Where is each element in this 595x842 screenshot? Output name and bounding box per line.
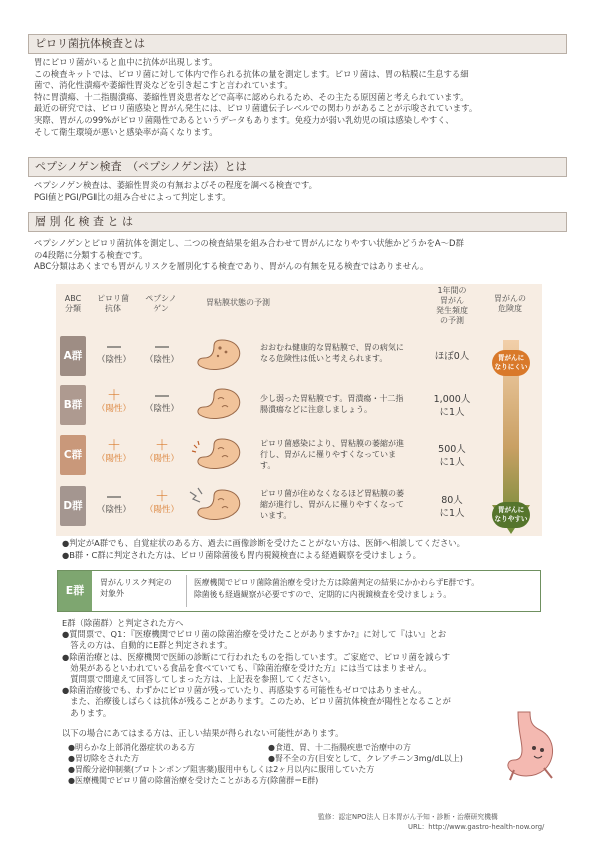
text-line: 胃にピロリ菌がいると血中に抗体が出現します。 (34, 57, 218, 67)
exclusion-list-right (268, 742, 463, 764)
stomach-mascot-illustration (500, 708, 562, 788)
header-state: 胃粘膜状態の予測 (206, 298, 270, 307)
text-line: 特に胃潰瘍、十二指腸潰瘍、萎縮性胃炎患者などで高率に認められるため、その主たる原因菌と考えられています。 (34, 91, 469, 102)
table-row-a (56, 336, 542, 376)
pepsinogen-result-a (140, 336, 184, 376)
abc-classification-table (56, 284, 542, 536)
e-group-label: 胃がんリスク判定の 対象外 (100, 578, 172, 598)
header-frequency: 1年間の 胃がん 発生頻度 の予測 (436, 286, 468, 325)
state-description-d: ピロリ菌が住めなくなるほど胃粘膜の萎縮が進行し、胃がんに罹りやすくなっています。 (260, 489, 404, 520)
result-label: （陰性） (96, 505, 131, 515)
result-label: （陽性） (96, 404, 131, 414)
list-item: ●食道、胃、十二指腸疾患で治療中の方 (268, 743, 411, 752)
result-label: （陰性） (144, 355, 179, 365)
footer-supervisor: 監修：認定NPO法人 日本胃がん予知・診断・治療研究機構 (318, 813, 498, 821)
result-label: （陽性） (144, 505, 179, 515)
section-header-pepsinogen (28, 157, 567, 177)
pepsinogen-result-d (140, 486, 184, 526)
text-line: ●除菌治療後でも、わずかにピロリ菌が残っていたり、再感染する可能性もゼロではありません。 (62, 685, 427, 696)
list-item: ●腎不全の方(目安として、クレアチニン3mg/dL以上) (268, 754, 463, 763)
list-item: ●医療機関でピロリ菌の除菌治療を受けたことがある方(除菌群＝E群) (68, 776, 319, 785)
section-header-pylori (28, 34, 567, 54)
footer-url[interactable]: URL：http://www.gastro-health-now.org/ (408, 823, 545, 831)
list-item: ●明らかな上部消化器症状のある方 (68, 743, 195, 752)
text-line: ●除菌治療とは、医療機関で医師の診断にて行われたものを指しています。ご家庭で、ピロリ菌を減らす (62, 651, 451, 662)
frequency-c: 500人 に1人 (438, 444, 466, 468)
text-line: ペプシノゲン検査は、萎縮性胃炎の有無およびその程度を調べる検査です。 (34, 180, 317, 190)
e-group-text: 医療機関でピロリ菌除菌治療を受けた方は除菌判定の結果にかかわらずE群です。 除菌後も経過観察が必要ですので、定期的に内視鏡検査を受けましょう。 (194, 578, 479, 599)
list-item: ●胃切除をされた方 (68, 754, 139, 763)
text-line: 最近の研究では、ピロリ菌感染と胃がん発生には、ピロリ菌遺伝子レベルでの関わりがあることが示唆されています。 (34, 103, 478, 114)
stomach-illustration-c (184, 435, 254, 475)
text-line: ●質問票で、Q1：『医療機関でピロリ菌の除菌治療を受けたことがありますか?』に対して『はい』とお (62, 629, 447, 640)
frequency-a: ほぼ0人 (434, 351, 470, 362)
result-symbol: ＋ (107, 438, 121, 454)
text-line: あります。 (62, 707, 112, 718)
group-badge-b: B群 (60, 385, 86, 425)
state-description-c: ピロリ菌感染により、胃粘膜の萎縮が進行し、胃がんに罹りやすくなっています。 (260, 439, 404, 470)
frequency-b: 1,000人 に1人 (433, 394, 471, 418)
risk-high-badge: 胃がんに なりやすい (492, 502, 530, 528)
pepsinogen-result-c (140, 435, 184, 475)
text-line: 実際、胃がんの99%がピロリ菌陽性であるというデータもあります。免疫力が弱い乳幼児の頃は感染しやすく、 (34, 114, 454, 125)
stomach-illustration-b (184, 385, 254, 425)
result-symbol: ＋ (107, 388, 121, 404)
header-pepsinogen: ペプシノ ゲン (145, 294, 177, 313)
pepsinogen-result-b (140, 385, 184, 425)
result-symbol: ― (107, 339, 121, 355)
exclusion-intro: 以下の場合にあてはまる方は、正しい結果が得られない可能性があります。 (62, 728, 344, 738)
header-pylori: ピロリ菌 抗体 (97, 294, 129, 313)
list-item: ●胃酸分泌抑制薬(プロトンポンプ阻害薬)服用中もしくは2ヶ月以内に服用していた方 (68, 765, 375, 774)
result-label: （陰性） (96, 355, 131, 365)
section-title: 層 別 化 検 査 と は (35, 215, 133, 228)
frequency-d: 80人 に1人 (439, 495, 465, 519)
header-risk: 胃がんの 危険度 (494, 294, 526, 313)
result-symbol: ― (107, 489, 121, 505)
result-label: （陽性） (96, 454, 131, 464)
result-symbol: ― (155, 388, 169, 404)
result-symbol: ＋ (155, 489, 169, 505)
group-badge-c: C群 (60, 435, 86, 475)
stratification-description (34, 238, 564, 273)
result-symbol: ＋ (155, 438, 169, 454)
text-line: また、治療後しばらくは抗体が残ることがあります。このため、ピロリ菌抗体検査が陽性となることが (62, 696, 451, 707)
table-row-d (56, 486, 542, 526)
section-title: ペプシノゲン検査 （ペプシノゲン法）とは (35, 160, 247, 173)
table-row-c (56, 435, 542, 475)
text-line: の4段階に分類する検査です。 (34, 249, 148, 260)
state-description-a: おおむね健康的な胃粘膜で、胃の病気になる危険性は低いと考えられます。 (260, 343, 404, 363)
text-line: この検査キットでは、ピロリ菌に対して体内で作られる抗体の量を測定します。ピロリ菌は、胃の粘膜に生息する細 (34, 68, 469, 79)
pylori-description (34, 57, 564, 138)
pylori-result-d (92, 486, 136, 526)
result-label: （陽性） (144, 454, 179, 464)
result-symbol: ― (155, 339, 169, 355)
note-bc-group: ●B群・C群に判定された方は、ピロリ菌除菌後も胃内視鏡検査による経過観察を受けましょう。 (62, 550, 421, 560)
text-line: 効果があるといわれている食品を食べていても、『除菌治療を受けた方』には当てはまりません。 (62, 662, 432, 673)
stomach-illustration-a (184, 336, 254, 376)
section-title: ピロリ菌抗体検査とは (35, 37, 145, 50)
note-a-group: ●判定がA群でも、自覚症状のある方、過去に画像診断を受けたことがない方は、医師へ相談してください。 (62, 538, 465, 548)
section-header-stratification (28, 212, 567, 232)
pepsinogen-description (34, 180, 564, 203)
text-line: そして衛生環境が悪いと感染率が高くなります。 (34, 126, 218, 137)
pylori-result-b (92, 385, 136, 425)
table-row-b (56, 385, 542, 425)
e-group-badge: E群 (58, 571, 92, 611)
e-group-guidance (62, 618, 451, 719)
pylori-result-a (92, 336, 136, 376)
text-line: 答えの方は、自動的にE群と判定されます。 (62, 640, 233, 651)
text-line: E群（除菌群）と判定された方へ (62, 618, 184, 628)
result-label: （陰性） (144, 404, 179, 414)
group-badge-d: D群 (60, 486, 86, 526)
e-group-box (57, 570, 541, 612)
risk-low-badge: 胃がんに なりにくい (492, 350, 530, 376)
divider (186, 575, 187, 607)
state-description-b: 少し弱った胃粘膜です。胃潰瘍・十二指腸潰瘍などに注意しましょう。 (260, 394, 404, 414)
text-line: 菌で、消化性潰瘍や萎縮性胃炎などを引き起こすと言われています。 (34, 80, 293, 91)
header-abc: ABC 分類 (64, 294, 82, 313)
pylori-result-c (92, 435, 136, 475)
text-line: PGⅠ値とPGⅠ/PGⅡ比の組み合せによって判定します。 (34, 191, 231, 202)
stomach-illustration-d (184, 486, 254, 526)
group-badge-a: A群 (60, 336, 86, 376)
text-line: ペプシノゲンとピロリ菌抗体を測定し、二つの検査結果を組み合わせて胃がんになりやすい状態かどうかをA～D群 (34, 238, 464, 248)
text-line: 質問票で間違えて回答してしまった方は、上記表を参照してください。 (62, 674, 336, 685)
text-line: ABC分類はあくまでも胃がんリスクを層別化する検査であり、胃がんの有無を見る検査ではありません。 (34, 261, 429, 272)
